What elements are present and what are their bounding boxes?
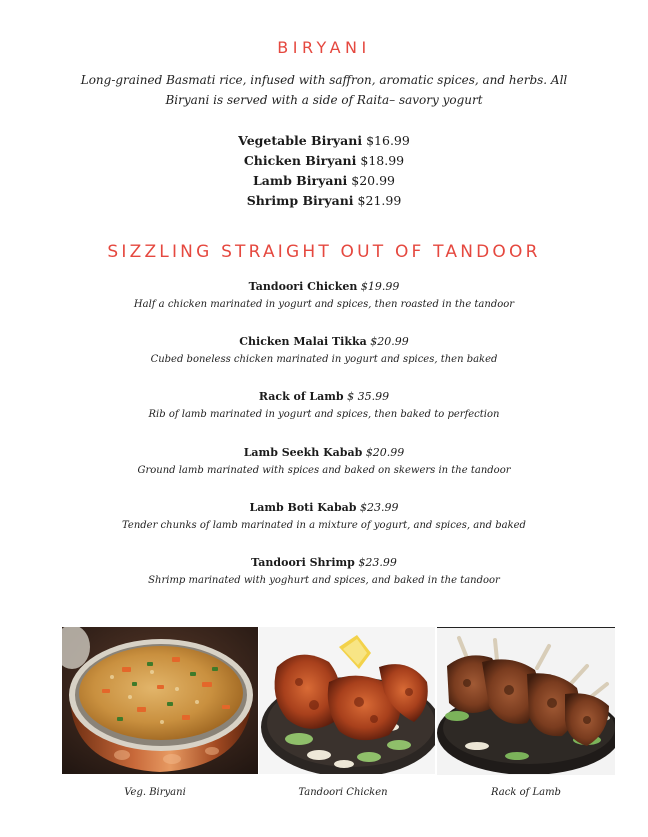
veg-biryani-photo [62, 627, 258, 774]
item-name: Chicken Biryani [243, 153, 357, 168]
dish-description: Tender chunks of lamb marinated in a mixture of yogurt, and spices, and baked [122, 519, 526, 531]
item-price: $16.99 [366, 133, 410, 148]
dish-price: $20.99 [370, 335, 409, 349]
dish-entry [0, 388, 648, 443]
dish-price: $23.99 [359, 500, 399, 514]
item-price: $20.99 [351, 173, 396, 188]
dish-price: $20.99 [365, 445, 405, 459]
item-name: Vegetable Biryani [238, 133, 363, 148]
rack-of-lamb-photo [437, 627, 615, 775]
item-price: $18.99 [360, 153, 405, 168]
veg-biryani-caption: Veg. Biryani [124, 787, 186, 798]
tandoor-menu-list [0, 278, 648, 609]
menu-item [0, 151, 648, 171]
dish-name: Tandoori Chicken [248, 280, 358, 293]
dish-entry [0, 278, 648, 333]
dish-entry [0, 499, 648, 554]
dish-description: Rib of lamb marinated in yogurt and spices, then baked to perfection [148, 409, 500, 421]
tandoori-chicken-photo [259, 627, 435, 774]
dish-price: $19.99 [360, 280, 400, 293]
dish-description: Half a chicken marinated in yogurt and spices, then roasted in the tandoor [133, 299, 515, 310]
dish-description: Shrimp marinated with yoghurt and spices, and baked in the tandoor [148, 574, 500, 586]
menu-item [0, 191, 648, 211]
rack-of-lamb-caption: Rack of Lamb [491, 787, 561, 798]
dish-description: Ground lamb marinated with spices and baked on skewers in the tandoor [137, 464, 511, 476]
item-name: Shrimp Biryani [246, 193, 354, 208]
biryani-heading: BIRYANI [277, 38, 371, 57]
dish-entry [0, 554, 648, 609]
biryani-menu-list [0, 131, 648, 211]
biryani-intro: Long-grained Basmati rice, infused with saffron, aromatic spices, and herbs. All Biryani is served with a side of Raita– savory yogurt [80, 73, 568, 107]
tandoor-heading: SIZZLING STRAIGHT OUT OF TANDOOR [107, 242, 541, 262]
item-name: Lamb Biryani [252, 173, 348, 188]
dish-entry [0, 333, 648, 388]
item-price: $21.99 [357, 193, 402, 208]
menu-item [0, 131, 648, 151]
dish-name: Lamb Seekh Kabab [243, 445, 363, 459]
dish-price: $23.99 [358, 555, 397, 569]
dish-description: Cubed boneless chicken marinated in yogurt and spices, then baked [150, 354, 498, 366]
dish-entry [0, 444, 648, 499]
menu-item [0, 171, 648, 191]
dish-name: Chicken Malai Tikka [239, 335, 367, 349]
tandoori-chicken-caption: Tandoori Chicken [298, 787, 388, 798]
dish-name: Tandoori Shrimp [251, 555, 355, 569]
dish-name: Rack of Lamb [258, 390, 344, 404]
dish-name: Lamb Boti Kabab [249, 500, 357, 514]
dish-price: $ 35.99 [347, 390, 390, 404]
